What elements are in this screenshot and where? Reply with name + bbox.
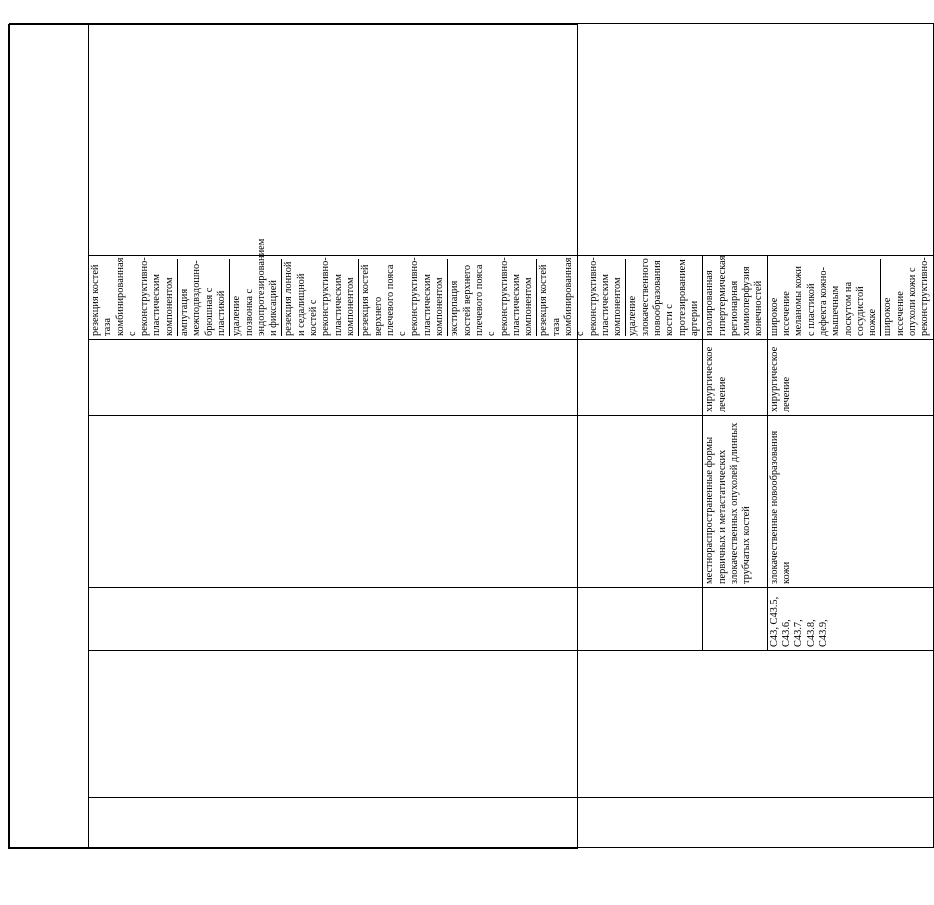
group-cell: [89, 651, 934, 798]
procedure-item: широкое иссечение меланомы кожи с пластикой дефекта кожно-мышечным лоскутом на сосудистой ножке: [768, 259, 882, 336]
procedure-item: ампутация межподвздошно-брюшная с пластикой: [178, 259, 230, 336]
header-cell: [10, 24, 89, 848]
procedure-item: широкое иссечение опухоли кожи с реконструктивно-: [882, 257, 931, 336]
codes-cell: [89, 588, 703, 651]
procedure-cell: [767, 256, 933, 340]
index-cell: [89, 798, 934, 848]
procedure-item: резекция костей таза комбинированная с реконструктивно-пластическим компонентом: [89, 259, 178, 336]
procedure-item: резекция лонной и седалищной костей с реконструктивно-пластическим компонентом: [282, 259, 359, 336]
price-cell: [89, 24, 934, 256]
procedure-item: удаление злокачественного новообразования кости с протезированием артерии: [627, 258, 700, 336]
treatment-cell: [89, 340, 703, 416]
procedure-cell: [89, 238, 703, 340]
diagnosis-cell: [89, 416, 703, 588]
procedure-item: изолированная гипертермическая регионарная химиоперфузия конечностей: [704, 255, 765, 336]
procedure-cell: [703, 256, 767, 340]
table-row: [89, 24, 703, 848]
procedure-item: резекция костей верхнего плечевого пояса с реконструктивно-пластическим компонентом: [359, 259, 448, 336]
rotated-page: [9, 24, 931, 848]
table-header-row: [10, 24, 89, 848]
treatment-cell: хирургическое лечение: [703, 340, 767, 416]
procedure-item: экстирпация костей верхнего плечевого пояса с реконструктивно-пластическим компонентом: [448, 259, 537, 336]
treatment-cell: хирургическое лечение: [767, 340, 933, 416]
procedure-item: резекция костей таза комбинированная с реконструктивно-пластическим компонентом: [537, 259, 626, 336]
codes-cell: [703, 588, 767, 651]
procedures-table: [9, 23, 934, 848]
procedure-item: удаление позвонка с эндопротезированием и фиксацией: [230, 259, 282, 336]
codes-cell: C43, C43.5, C43.6, C43.7, C43.8, C43.9,: [767, 588, 933, 651]
diagnosis-cell: местнораспространенные формы первичных и метастатических злокачественных опухолей длинных трубчатых костей: [703, 416, 767, 588]
diagnosis-cell: злокачественные новообразования кожи: [767, 416, 933, 588]
